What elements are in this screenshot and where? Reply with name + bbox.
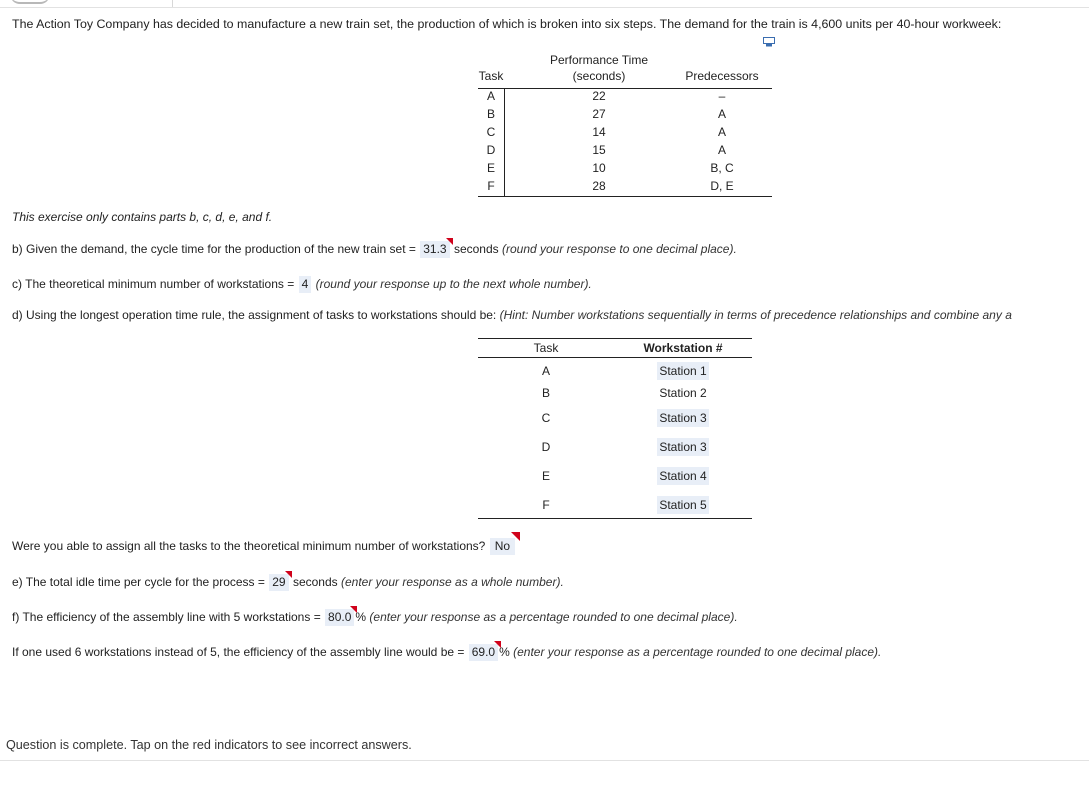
cell-task: C [486,125,496,139]
cell-task: F [487,179,495,193]
header-task: Task [533,341,559,355]
cell-task: A [541,364,550,378]
incorrect-flag-icon[interactable] [350,606,357,613]
cell-pred: A [717,107,726,121]
table-row [478,89,772,107]
print-icon[interactable] [763,37,775,47]
cell-time: 15 [592,143,606,157]
table-header [478,52,772,89]
table-row [478,107,772,125]
cell-pred: A [717,125,726,139]
cell-pred: – [718,89,726,103]
cell-task: F [542,498,550,512]
assign-answer-value: No [494,539,511,553]
part-e [12,574,564,591]
cell-task: A [486,89,495,103]
cycle-time-answer[interactable] [420,241,449,258]
table-row [478,440,752,458]
table-row [478,125,772,143]
part-e-unit: seconds [292,575,338,589]
incorrect-flag-icon[interactable] [446,238,453,245]
part-b [12,241,737,258]
table-row [478,411,752,429]
part-f2-unit: % [499,645,510,659]
footer-divider [0,760,1089,761]
header-time-line1: Performance Time [549,53,649,67]
part-f-unit: % [355,610,367,624]
part-e-prefix: e) The total idle time per cycle for the process = [12,575,265,589]
cell-task: D [541,440,551,454]
table-header [478,339,752,358]
assign-answer[interactable] [490,538,515,555]
cell-time: 27 [592,107,606,121]
station-select[interactable]: Station 3 [659,440,707,454]
incorrect-flag-icon[interactable] [494,641,501,648]
table-row [478,498,752,516]
part-b-prefix: b) Given the demand, the cycle time for the production of the new train set = [12,242,416,256]
station-select[interactable]: Station 1 [659,364,707,378]
incorrect-flag-icon[interactable] [511,532,520,541]
table-row [478,161,772,179]
table-bottom-rule [478,196,772,197]
incorrect-flag-icon[interactable] [285,571,292,578]
part-b-unit: seconds [453,242,499,256]
part-c [12,276,592,293]
part-d [12,308,1012,322]
completion-status: Question is complete. Tap on the red indicators to see incorrect answers. [6,738,412,752]
cell-task: E [541,469,550,483]
part-f2-prefix: If one used 6 workstations instead of 5, the efficiency of the assembly line would be = [12,645,465,659]
min-workstations-answer[interactable] [299,276,312,293]
table-row [478,469,752,487]
top-border [0,0,1089,8]
cycle-time-value: 31.3 [423,242,447,256]
cell-task: D [486,143,496,157]
top-separator [172,0,173,7]
table-row [478,386,752,404]
part-f2-instruction: (enter your response as a percentage rounded to one decimal place). [513,645,882,659]
cell-time: 28 [592,179,606,193]
cell-task: B [486,107,495,121]
cell-task: C [541,411,551,425]
efficiency-six-value: 69.0 [471,645,496,659]
cell-time: 10 [592,161,606,175]
assign-question-text: Were you able to assign all the tasks to the theoretical minimum number of workstations? [12,539,486,553]
part-c-instruction: (round your response up to the next whole number). [315,277,592,291]
cell-time: 14 [592,125,606,139]
efficiency-six-answer[interactable] [469,644,498,661]
part-b-instruction: (round your response to one decimal place). [501,242,737,256]
idle-time-answer[interactable] [269,574,288,591]
station-select[interactable]: Station 3 [659,411,707,425]
table-row [478,143,772,161]
assign-question [12,538,516,555]
station-select[interactable]: Station 5 [659,498,707,512]
header-predecessors: Predecessors [685,69,759,83]
cell-pred: D, E [710,179,734,193]
part-f [12,609,738,626]
part-c-prefix: c) The theoretical minimum number of workstations = [12,277,295,291]
part-d-prefix: d) Using the longest operation time rule, the assignment of tasks to workstations should be: [12,308,497,322]
cell-time: 22 [592,89,606,103]
part-d-hint: (Hint: Number workstations sequentially in terms of precedence relationships and combine any a [499,308,1012,322]
cell-pred: B, C [710,161,734,175]
station-select[interactable]: Station 2 [659,386,707,400]
part-e-instruction: (enter your response as a whole number). [341,575,564,589]
table-bottom-rule [478,518,752,519]
header-workstation: Workstation # [643,341,723,355]
cell-pred: A [717,143,726,157]
exercise-note: This exercise only contains parts b, c, d, e, and f. [12,210,273,224]
problem-intro: The Action Toy Company has decided to manufacture a new train set, the production of which is broken into six steps. The demand for the train is 4,600 units per 40-hour workweek: [12,17,1002,31]
part-f-instruction: (enter your response as a percentage rounded to one decimal place). [369,610,738,624]
cell-task: B [541,386,550,400]
efficiency-value: 80.0 [328,610,352,624]
cell-task: E [486,161,495,175]
part-f-prefix: f) The efficiency of the assembly line with 5 workstations = [12,610,321,624]
min-workstations-value: 4 [301,277,309,291]
table-row [478,364,752,382]
part-f-six-stations [12,644,881,661]
station-select[interactable]: Station 4 [659,469,707,483]
idle-time-value: 29 [272,575,286,589]
header-time-line2: (seconds) [572,69,626,83]
table-row [478,179,772,197]
efficiency-answer[interactable] [325,609,354,626]
header-task: Task [478,69,504,83]
